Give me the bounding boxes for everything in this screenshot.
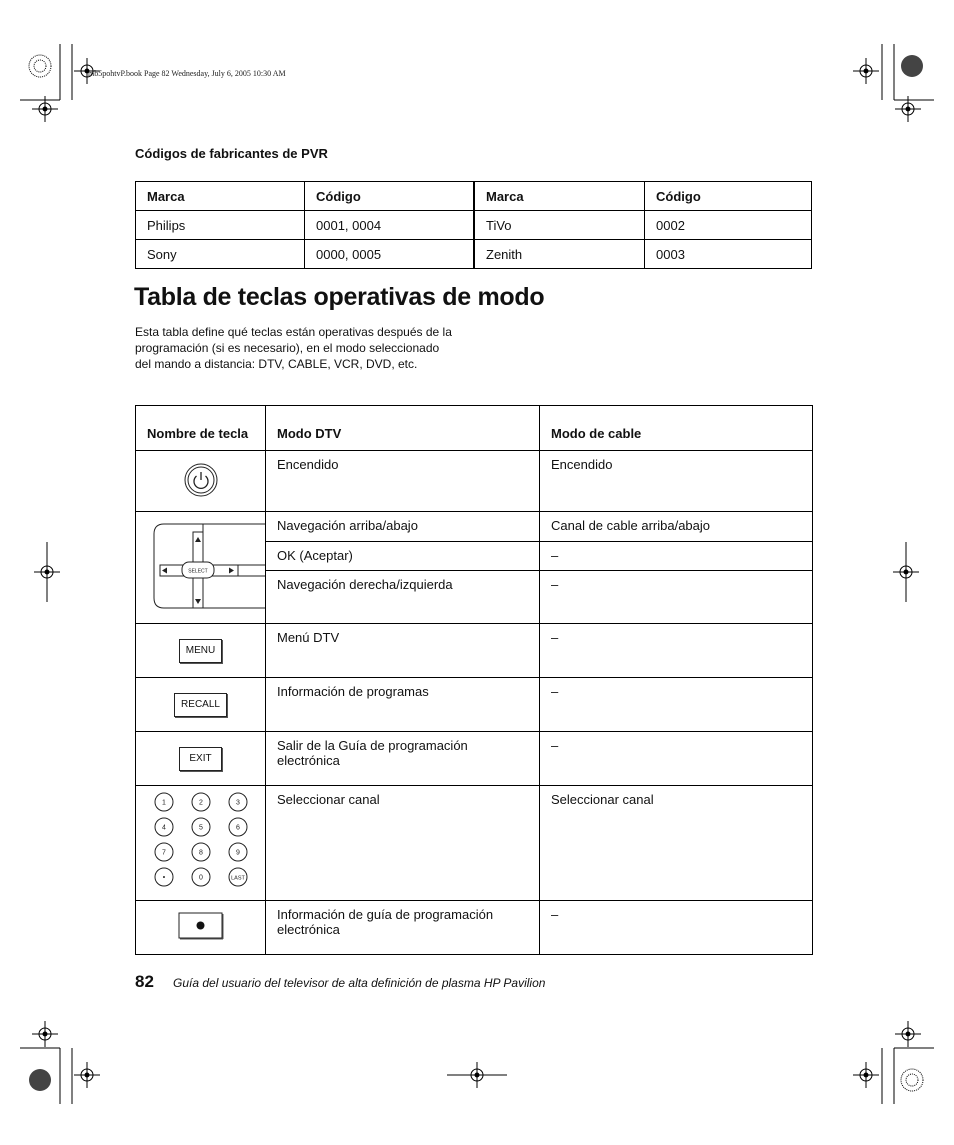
number-key [192, 868, 210, 886]
table-row [136, 732, 813, 786]
key-cell [136, 678, 266, 732]
number-key [155, 843, 173, 861]
cable-cell: Seleccionar canal [540, 786, 813, 901]
dtv-cell: Salir de la Guía de programación electrónica [266, 732, 540, 786]
page-title: Tabla de teclas operativas de modo [134, 283, 545, 311]
guide-dot-key-icon [178, 912, 224, 940]
key-cell [136, 732, 266, 786]
number-key [155, 818, 173, 836]
column-header-dtv: Modo DTV [266, 406, 540, 451]
cable-cell: – [540, 541, 813, 571]
cable-cell: – [540, 571, 813, 624]
key-cell [136, 901, 266, 955]
number-key-label: 8 [198, 849, 203, 856]
number-key [155, 793, 173, 811]
key-cell [136, 786, 266, 901]
table-row [136, 211, 812, 240]
number-key-label: 0 [198, 874, 203, 881]
dtv-cell: Información de programas [266, 678, 540, 732]
intro-paragraph: Esta tabla define qué teclas están operativas después de la programación (si es necesario), en el modo seleccionado del mando a distancia: DTV, CABLE, VCR, DVD, etc. [135, 325, 452, 371]
dtv-cell: Encendido [266, 451, 540, 512]
pvr-section-title: Códigos de fabricantes de PVR [135, 146, 328, 161]
cable-cell: – [540, 901, 813, 955]
number-key-label: 9 [235, 849, 240, 856]
number-key-label: 7 [161, 849, 166, 856]
cable-cell: Encendido [540, 451, 813, 512]
table-cell: TiVo [474, 211, 645, 240]
dtv-cell: Información de guía de programación electrónica [266, 901, 540, 955]
print-header: mb5pohtvP.book Page 82 Wednesday, July 6, 2005 10:30 AM [88, 69, 286, 78]
cable-cell: – [540, 678, 813, 732]
number-pad-icon [146, 790, 256, 894]
number-key-label: 4 [161, 824, 166, 831]
column-header: Marca [474, 182, 645, 211]
cable-cell: – [540, 732, 813, 786]
table-row [136, 451, 813, 512]
table-header-row [136, 406, 813, 451]
number-key-label: 5 [198, 824, 203, 831]
number-key [229, 843, 247, 861]
number-key-label: 6 [235, 824, 240, 831]
table-cell: 0003 [645, 240, 812, 269]
table-cell: Sony [136, 240, 305, 269]
table-cell: Philips [136, 211, 305, 240]
mode-keys-table [135, 405, 813, 955]
table-cell: 0002 [645, 211, 812, 240]
number-key [229, 793, 247, 811]
table-row [136, 678, 813, 732]
table-cell: 0000, 0005 [305, 240, 475, 269]
number-key-label: • [162, 874, 165, 881]
dtv-cell: Seleccionar canal [266, 786, 540, 901]
number-key-label: 3 [235, 799, 240, 806]
menu-key-icon: MENU [179, 639, 222, 663]
footer-text: Guía del usuario del televisor de alta definición de plasma HP Pavilion [173, 976, 546, 990]
select-label: SELECT [188, 568, 208, 575]
dtv-cell: OK (Aceptar) [266, 541, 540, 571]
number-key-label: 1 [161, 799, 166, 806]
number-key [229, 868, 247, 886]
recall-key-icon: RECALL [174, 693, 227, 717]
table-row [136, 240, 812, 269]
dtv-cell: Menú DTV [266, 624, 540, 678]
pvr-codes-table [135, 181, 812, 269]
table-row [136, 786, 813, 901]
dtv-cell: Navegación arriba/abajo [266, 512, 540, 542]
key-cell [136, 512, 266, 624]
column-header-key: Nombre de tecla [136, 406, 266, 451]
table-row [136, 624, 813, 678]
key-cell [136, 451, 266, 512]
dpad-icon [136, 512, 265, 620]
number-key [229, 818, 247, 836]
exit-key-icon: EXIT [179, 747, 221, 771]
number-key-label: LAST [230, 875, 245, 881]
cable-cell: Canal de cable arriba/abajo [540, 512, 813, 542]
key-cell [136, 624, 266, 678]
number-key-label: 2 [198, 799, 203, 806]
number-key [192, 818, 210, 836]
column-header-cable: Modo de cable [540, 406, 813, 451]
table-cell: 0001, 0004 [305, 211, 475, 240]
table-row [136, 512, 813, 542]
table-row [136, 901, 813, 955]
column-header: Marca [136, 182, 305, 211]
cable-cell: – [540, 624, 813, 678]
number-key [192, 793, 210, 811]
power-icon [183, 462, 219, 498]
page-number: 82 [135, 972, 154, 991]
column-header: Código [305, 182, 475, 211]
number-key [192, 843, 210, 861]
column-header: Código [645, 182, 812, 211]
table-header-row [136, 182, 812, 211]
table-cell: Zenith [474, 240, 645, 269]
number-key [155, 868, 173, 886]
dtv-cell: Navegación derecha/izquierda [266, 571, 540, 624]
